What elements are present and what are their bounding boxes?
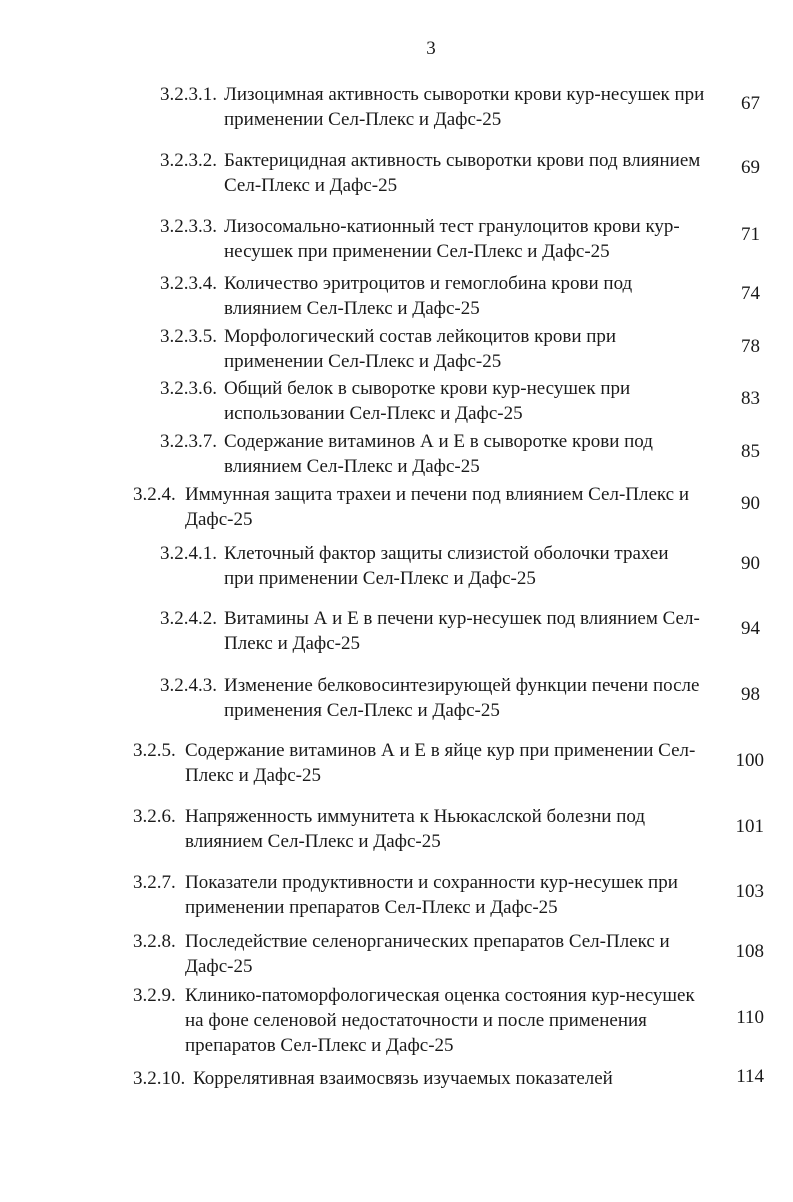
toc-page-number: 69 [741, 157, 760, 178]
toc-entry-title-line: применении препаратов Сел-Плекс и Дафс-25 [185, 897, 558, 918]
toc-entry-title-line: Лизосомально-катионный тест гранулоцитов крови кур- [224, 216, 680, 237]
toc-entry [160, 429, 730, 479]
toc-page-number: 98 [741, 684, 760, 705]
toc-entry [133, 983, 733, 1058]
toc-entry-number: 3.2.3.5. [160, 326, 217, 347]
toc-entry-title-line: на фоне селеновой недостаточности и после применения [185, 1010, 647, 1031]
toc-entry-title-line: использовании Сел-Плекс и Дафс-25 [224, 403, 523, 424]
toc-entry-title-line: Клеточный фактор защиты слизистой оболочки трахеи [224, 543, 669, 564]
toc-entry-title-line: влиянием Сел-Плекс и Дафс-25 [224, 456, 480, 477]
toc-entry-number: 3.2.7. [133, 872, 176, 893]
toc-page-number: 90 [741, 553, 760, 574]
toc-entry-number: 3.2.3.4. [160, 273, 217, 294]
toc-entry [160, 541, 730, 591]
toc-page-number: 101 [735, 816, 764, 837]
toc-entry-title-line: Клинико-патоморфологическая оценка состояния кур-несушек [185, 985, 695, 1006]
toc-entry [160, 148, 730, 198]
toc-entry [160, 82, 730, 132]
toc-entry-number: 3.2.9. [133, 985, 176, 1006]
toc-entry-title-line: Бактерицидная активность сыворотки крови под влиянием [224, 150, 701, 171]
toc-entry [160, 214, 730, 264]
toc-entry-title-line: влиянием Сел-Плекс и Дафс-25 [185, 831, 441, 852]
toc-entry-title-line: Содержание витаминов А и Е в сыворотке крови под [224, 431, 653, 452]
toc-entry-title-line: Количество эритроцитов и гемоглобина крови под [224, 273, 633, 294]
toc-page-number: 94 [741, 618, 760, 639]
page-number: 3 [426, 38, 436, 59]
toc-entry-title-line: Показатели продуктивности и сохранности кур-несушек при [185, 872, 678, 893]
toc-page-number: 74 [741, 283, 760, 304]
toc-page-number: 100 [735, 750, 764, 771]
toc-entry [133, 738, 733, 788]
toc-entry-title-line: Плекс и Дафс-25 [224, 633, 360, 654]
toc-entry [133, 804, 733, 854]
toc-page-number: 108 [735, 941, 764, 962]
toc-page-number: 85 [741, 441, 760, 462]
toc-entry-number: 3.2.3.2. [160, 150, 217, 171]
toc-entry-title-line: Общий белок в сыворотке крови кур-несушек при [224, 378, 631, 399]
toc-entry-number: 3.2.8. [133, 931, 176, 952]
toc-entry-title-line: Дафс-25 [185, 956, 253, 977]
toc-entry [133, 929, 733, 979]
toc-entry [133, 482, 733, 532]
toc-entry-number: 3.2.10. [133, 1068, 186, 1089]
toc-entry-title-line: Изменение белковосинтезирующей функции печени после [224, 675, 700, 696]
toc-page-number: 83 [741, 388, 760, 409]
toc-entry [160, 673, 730, 723]
toc-page-number: 71 [741, 224, 760, 245]
toc-entry-title-line: Последействие селенорганических препаратов Сел-Плекс и [185, 931, 670, 952]
toc-entry-number: 3.2.3.7. [160, 431, 217, 452]
toc-entry [133, 1066, 733, 1091]
toc-page-number: 90 [741, 493, 760, 514]
toc-entry-title-line: Иммунная защита трахеи и печени под влиянием Сел-Плекс и [185, 484, 690, 505]
toc-page-number: 114 [736, 1066, 764, 1087]
toc-entry-title-line: Витамины А и Е в печени кур-несушек под влиянием Сел- [224, 608, 700, 629]
toc-entry-title-line: несушек при применении Сел-Плекс и Дафс-25 [224, 241, 610, 262]
toc-entry-number: 3.2.5. [133, 740, 176, 761]
toc-entry-title-line: применении Сел-Плекс и Дафс-25 [224, 109, 502, 130]
toc-entry-title-line: применения Сел-Плекс и Дафс-25 [224, 700, 500, 721]
toc-entry-number: 3.2.3.1. [160, 84, 217, 105]
toc-entry-number: 3.2.4.2. [160, 608, 217, 629]
toc-page-number: 67 [741, 93, 760, 114]
toc-entry-title-line: Лизоцимная активность сыворотки крови кур-несушек при [224, 84, 705, 105]
toc-entry [160, 324, 730, 374]
toc-entry [160, 271, 730, 321]
toc-entry-number: 3.2.6. [133, 806, 176, 827]
toc-entry-title-line: препаратов Сел-Плекс и Дафс-25 [185, 1035, 454, 1056]
toc-entry-title-line: Дафс-25 [185, 509, 253, 530]
toc-entry-title-line: Плекс и Дафс-25 [185, 765, 321, 786]
toc-page-number: 103 [735, 881, 764, 902]
toc-entry-number: 3.2.4. [133, 484, 176, 505]
toc-entry [133, 870, 733, 920]
toc-entry-title-line: при применении Сел-Плекс и Дафс-25 [224, 568, 536, 589]
toc-entry-title-line: Содержание витаминов А и Е в яйце кур при применении Сел- [185, 740, 696, 761]
toc-entry-number: 3.2.3.6. [160, 378, 217, 399]
toc-page-number: 110 [736, 1007, 764, 1028]
toc-entry [160, 606, 730, 656]
toc-entry-title-line: Сел-Плекс и Дафс-25 [224, 175, 398, 196]
toc-entry-title-line: Морфологический состав лейкоцитов крови при [224, 326, 617, 347]
toc-entry-number: 3.2.4.1. [160, 543, 217, 564]
toc-page-number: 78 [741, 336, 760, 357]
toc-entry-title-line: влиянием Сел-Плекс и Дафс-25 [224, 298, 480, 319]
toc-entry-title-line: применении Сел-Плекс и Дафс-25 [224, 351, 502, 372]
toc-entry-number: 3.2.4.3. [160, 675, 217, 696]
toc-entry-number: 3.2.3.3. [160, 216, 217, 237]
toc-entry [160, 376, 730, 426]
toc-entry-title-line: Коррелятивная взаимосвязь изучаемых показателей [193, 1068, 613, 1089]
toc-entry-title-line: Напряженность иммунитета к Ньюкаслской болезни под [185, 806, 645, 827]
